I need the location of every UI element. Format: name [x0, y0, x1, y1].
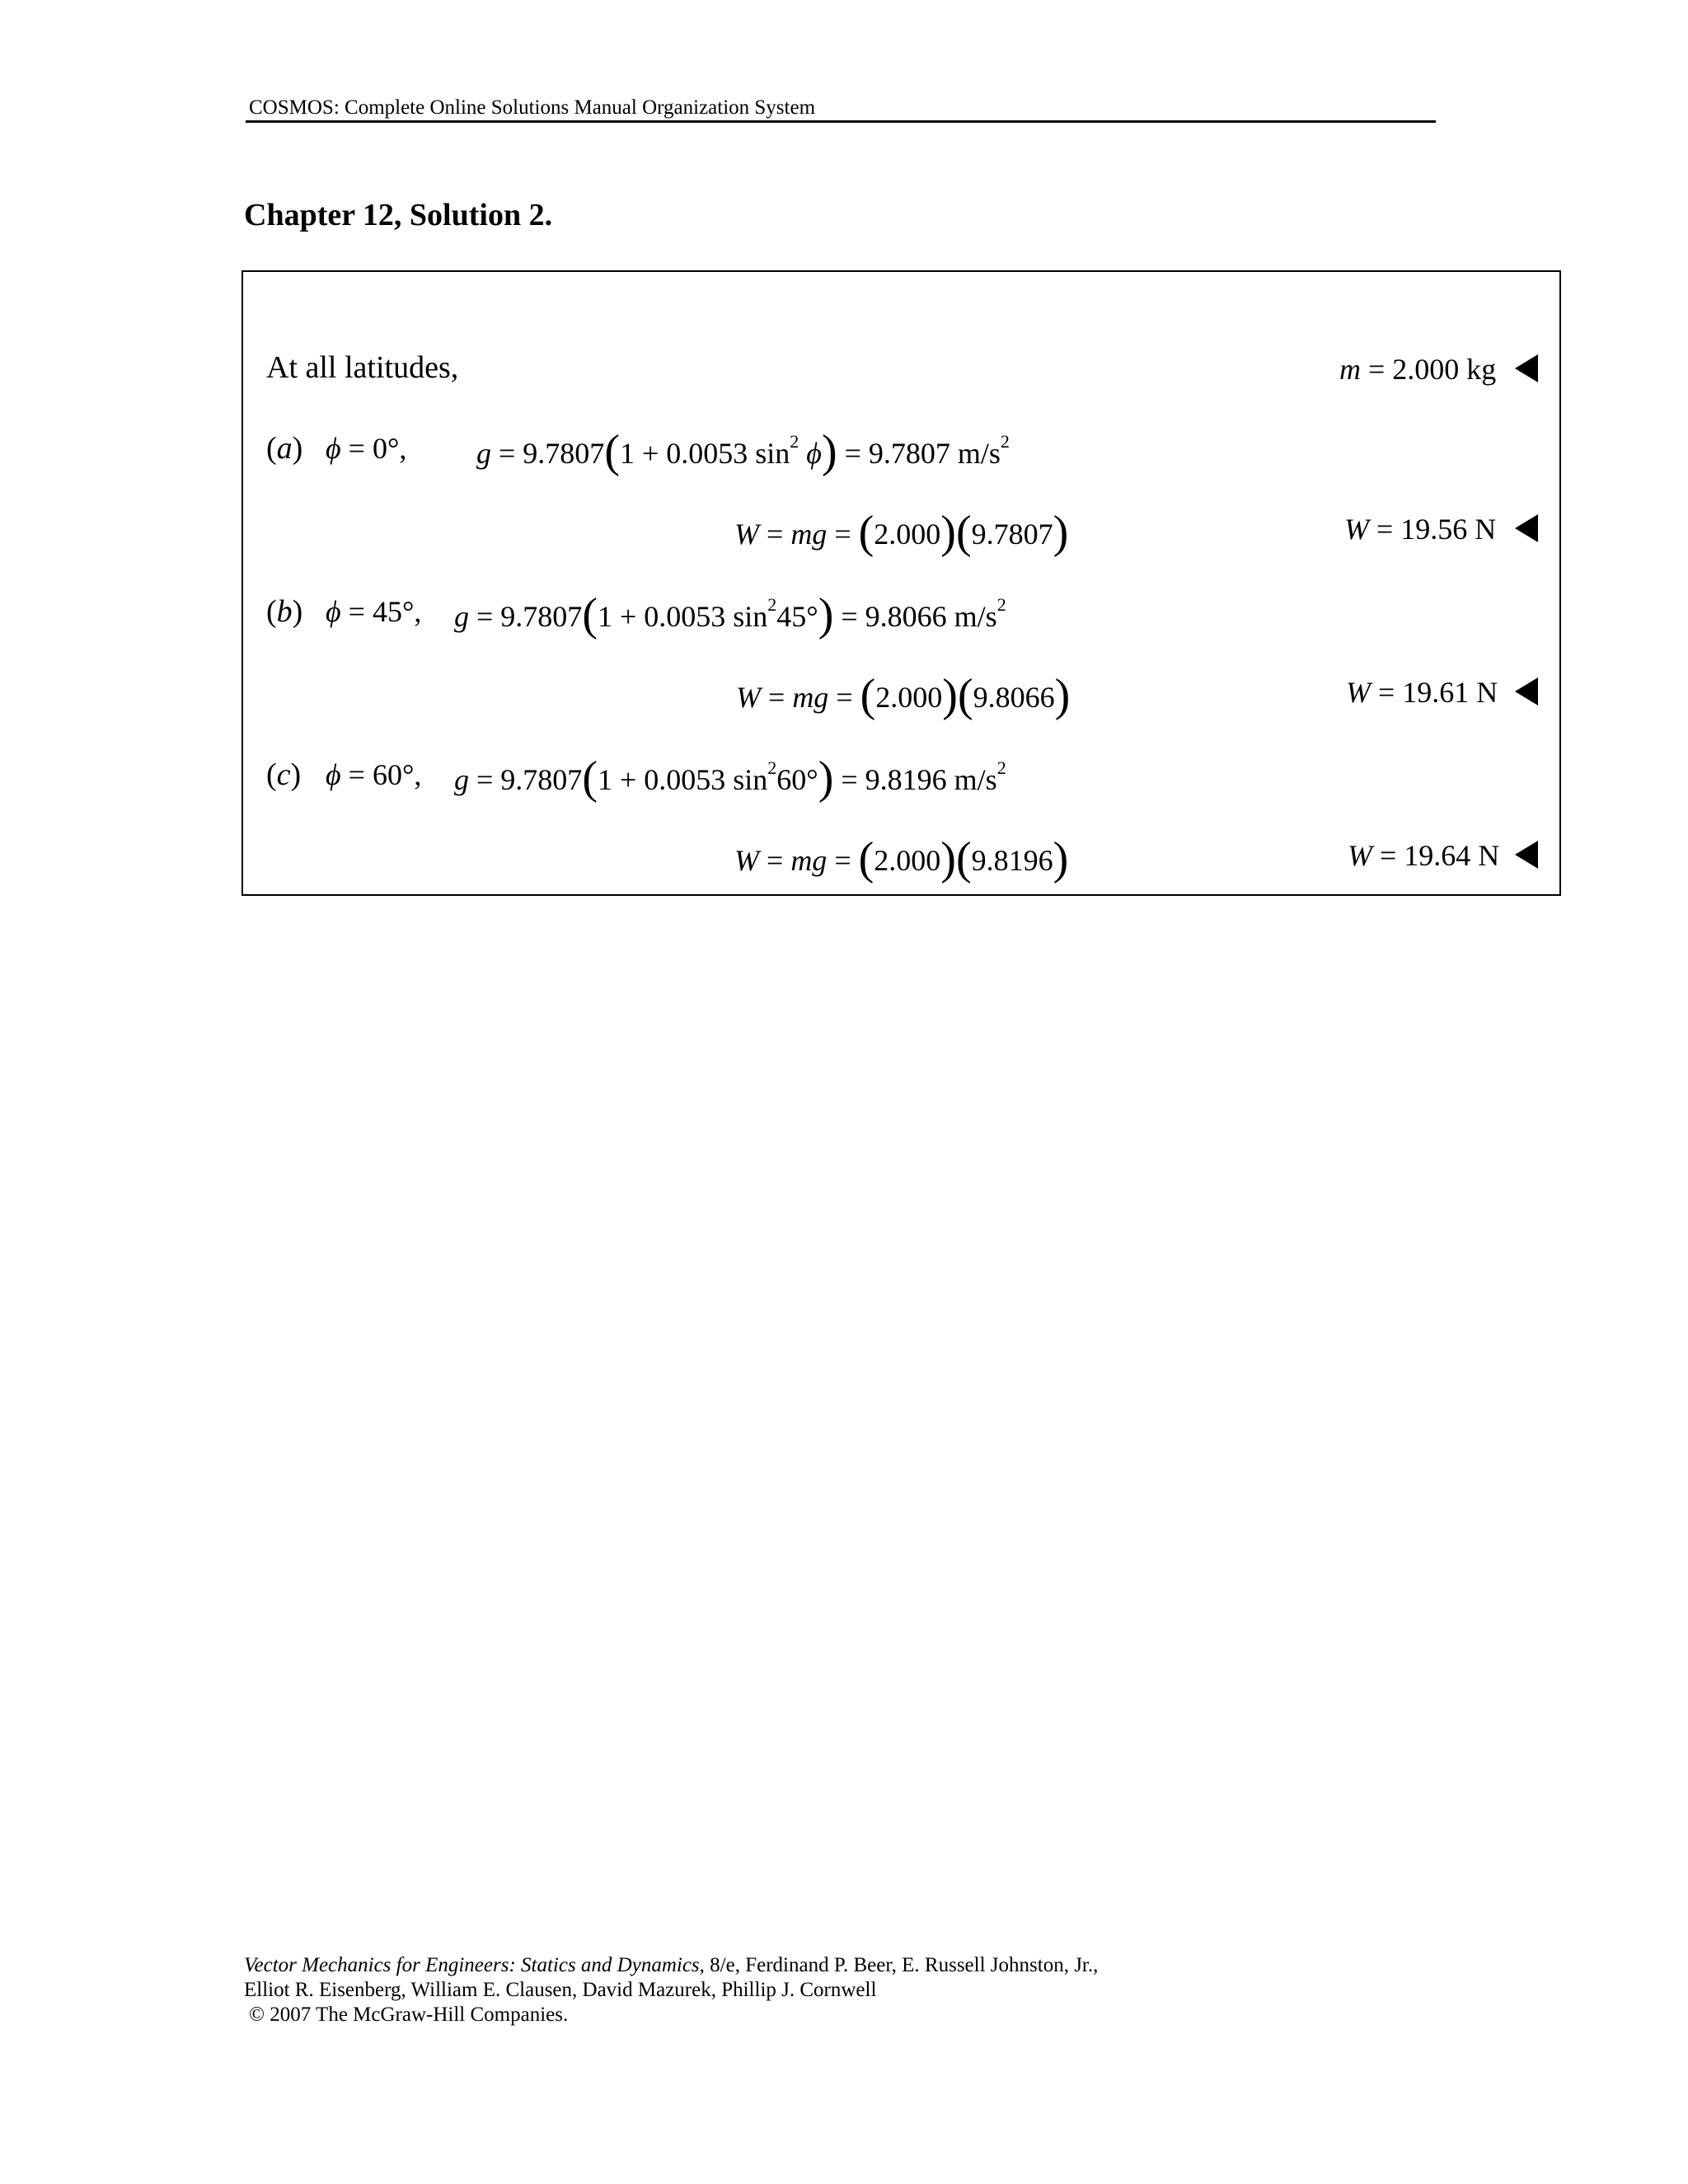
part-a-g-exponent: 2	[790, 431, 799, 452]
part-b-w-equation	[736, 670, 1071, 721]
open-paren: (	[604, 426, 620, 477]
footer-book-title: Vector Mechanics for Engineers: Statics and Dynamics	[244, 1954, 700, 1976]
part-c-w-factor1: 2.000	[874, 844, 941, 877]
part-b-w-factor1: 2.000	[875, 681, 943, 714]
part-a-answer-symbol: W	[1344, 513, 1369, 546]
part-c-w-rhs-eq: =	[834, 844, 851, 877]
part-b-phi	[326, 593, 421, 630]
answer-marker-icon	[1515, 841, 1538, 869]
part-b-phi-value: = 45°,	[348, 595, 422, 628]
part-c-w-equation	[734, 833, 1069, 884]
part-c-g-prefix: = 9.7807	[476, 763, 583, 796]
open-paren: (	[955, 833, 972, 884]
close-paren: )	[940, 507, 956, 558]
part-b-g-exponent: 2	[767, 594, 777, 615]
part-c-phi-symbol: ϕ	[326, 758, 341, 791]
part-a-w-factor2: 9.7807	[971, 518, 1053, 551]
part-a-g-prefix: = 9.7807	[499, 437, 605, 470]
close-paren: )	[1053, 507, 1069, 558]
part-b-g-inner: 1 + 0.0053 sin	[597, 600, 768, 633]
part-b-label	[266, 593, 302, 630]
answer-marker-icon	[1515, 677, 1538, 705]
part-b-label-close: )	[292, 594, 303, 629]
page-footer	[244, 1953, 1098, 2027]
part-c-phi-value: = 60°,	[348, 758, 422, 791]
part-a-w-equation	[734, 507, 1069, 558]
part-b-w-mg: mg	[792, 681, 829, 714]
mass-answer	[1339, 351, 1496, 387]
part-a-g-angle-italic: ϕ	[806, 437, 822, 470]
part-c-g-symbol: g	[454, 763, 469, 796]
part-c-answer-value: = 19.64 N	[1380, 839, 1500, 872]
part-a-label	[266, 430, 302, 466]
solution-box	[241, 270, 1561, 896]
part-a-label-close: )	[292, 431, 303, 466]
intro-text: At all latitudes,	[266, 350, 459, 385]
part-a-w-rhs-eq: =	[834, 518, 851, 551]
part-c-w-lhs: W	[734, 844, 759, 877]
part-a-label-open: (	[266, 431, 277, 466]
part-c-answer	[1348, 837, 1499, 874]
part-b-g-angle: 45°	[776, 600, 818, 633]
close-paren: )	[1054, 670, 1071, 721]
part-c-phi	[326, 757, 421, 793]
close-paren: )	[818, 589, 834, 640]
part-c-w-eq: =	[767, 844, 784, 877]
open-paren: (	[860, 670, 876, 721]
part-b-w-eq: =	[768, 681, 785, 714]
open-paren: (	[582, 752, 598, 804]
part-c-label	[266, 757, 301, 793]
part-b-phi-symbol: ϕ	[326, 595, 341, 628]
part-a-w-factor1: 2.000	[874, 518, 941, 551]
part-b-w-rhs-eq: =	[836, 681, 853, 714]
part-a-phi-symbol: ϕ	[326, 432, 341, 465]
part-b-w-factor2: 9.8066	[973, 681, 1055, 714]
part-c-g-result: = 9.8196 m/s	[841, 763, 997, 796]
part-c-w-mg: mg	[790, 844, 828, 877]
part-b-answer-value: = 19.61 N	[1378, 676, 1498, 709]
part-c-g-result-exponent: 2	[996, 757, 1006, 778]
part-c-g-equation	[454, 752, 1006, 804]
part-b-g-prefix: = 9.7807	[476, 600, 583, 633]
open-paren: (	[858, 507, 874, 558]
close-paren: )	[942, 670, 958, 721]
header-title: COSMOS: Complete Online Solutions Manual Organization System	[249, 96, 816, 119]
part-b-answer	[1346, 674, 1498, 710]
part-a-label-letter: a	[276, 431, 293, 466]
footer-authors-1: , 8/e, Ferdinand P. Beer, E. Russell Johnston, Jr.,	[699, 1954, 1099, 1976]
part-c-label-letter: c	[276, 757, 291, 792]
part-c-w-factor2: 9.8196	[971, 844, 1053, 877]
page-header	[246, 96, 1436, 123]
part-a-w-mg: mg	[790, 518, 828, 551]
part-b-w-lhs: W	[736, 681, 761, 714]
part-a-g-result: = 9.7807 m/s	[844, 437, 1001, 470]
mass-symbol: m	[1339, 353, 1361, 386]
footer-line-1	[244, 1953, 1098, 1978]
open-paren: (	[582, 589, 598, 640]
part-b-label-letter: b	[276, 594, 293, 629]
part-b-g-symbol: g	[454, 600, 469, 633]
part-b-g-result: = 9.8066 m/s	[841, 600, 997, 633]
part-c-label-open: (	[266, 757, 277, 792]
mass-value: = 2.000 kg	[1368, 353, 1497, 386]
close-paren: )	[818, 752, 834, 804]
part-a-g-result-exponent: 2	[1000, 431, 1010, 452]
part-a-w-lhs: W	[734, 518, 759, 551]
open-paren: (	[955, 507, 972, 558]
footer-copyright: © 2007 The McGraw-Hill Companies.	[249, 2004, 569, 2026]
open-paren: (	[858, 833, 874, 884]
part-a-answer-value: = 19.56 N	[1376, 513, 1497, 546]
close-paren: )	[940, 833, 956, 884]
part-b-g-equation	[454, 589, 1006, 640]
part-b-g-result-exponent: 2	[996, 594, 1006, 615]
answer-marker-icon	[1515, 514, 1538, 542]
part-a-g-inner: 1 + 0.0053 sin	[619, 437, 790, 470]
part-c-g-angle: 60°	[776, 763, 818, 796]
part-c-g-inner: 1 + 0.0053 sin	[597, 763, 768, 796]
part-a-phi	[326, 430, 406, 466]
part-a-phi-value: = 0°,	[348, 432, 407, 465]
chapter-title: Chapter 12, Solution 2.	[244, 198, 553, 232]
part-a-g-equation	[476, 426, 1010, 477]
close-paren: )	[821, 426, 837, 477]
part-a-w-eq: =	[767, 518, 784, 551]
part-a-g-symbol: g	[476, 437, 491, 470]
part-a-answer	[1344, 511, 1496, 547]
answer-marker-icon	[1515, 354, 1538, 382]
part-b-label-open: (	[266, 594, 277, 629]
part-c-g-exponent: 2	[767, 757, 777, 778]
close-paren: )	[1053, 833, 1069, 884]
footer-authors-2: Elliot R. Eisenberg, William E. Clausen, David Mazurek, Phillip J. Cornwell	[244, 1979, 877, 2001]
part-c-answer-symbol: W	[1348, 839, 1372, 872]
open-paren: (	[957, 670, 973, 721]
part-b-answer-symbol: W	[1346, 676, 1371, 709]
part-c-label-close: )	[290, 757, 302, 792]
